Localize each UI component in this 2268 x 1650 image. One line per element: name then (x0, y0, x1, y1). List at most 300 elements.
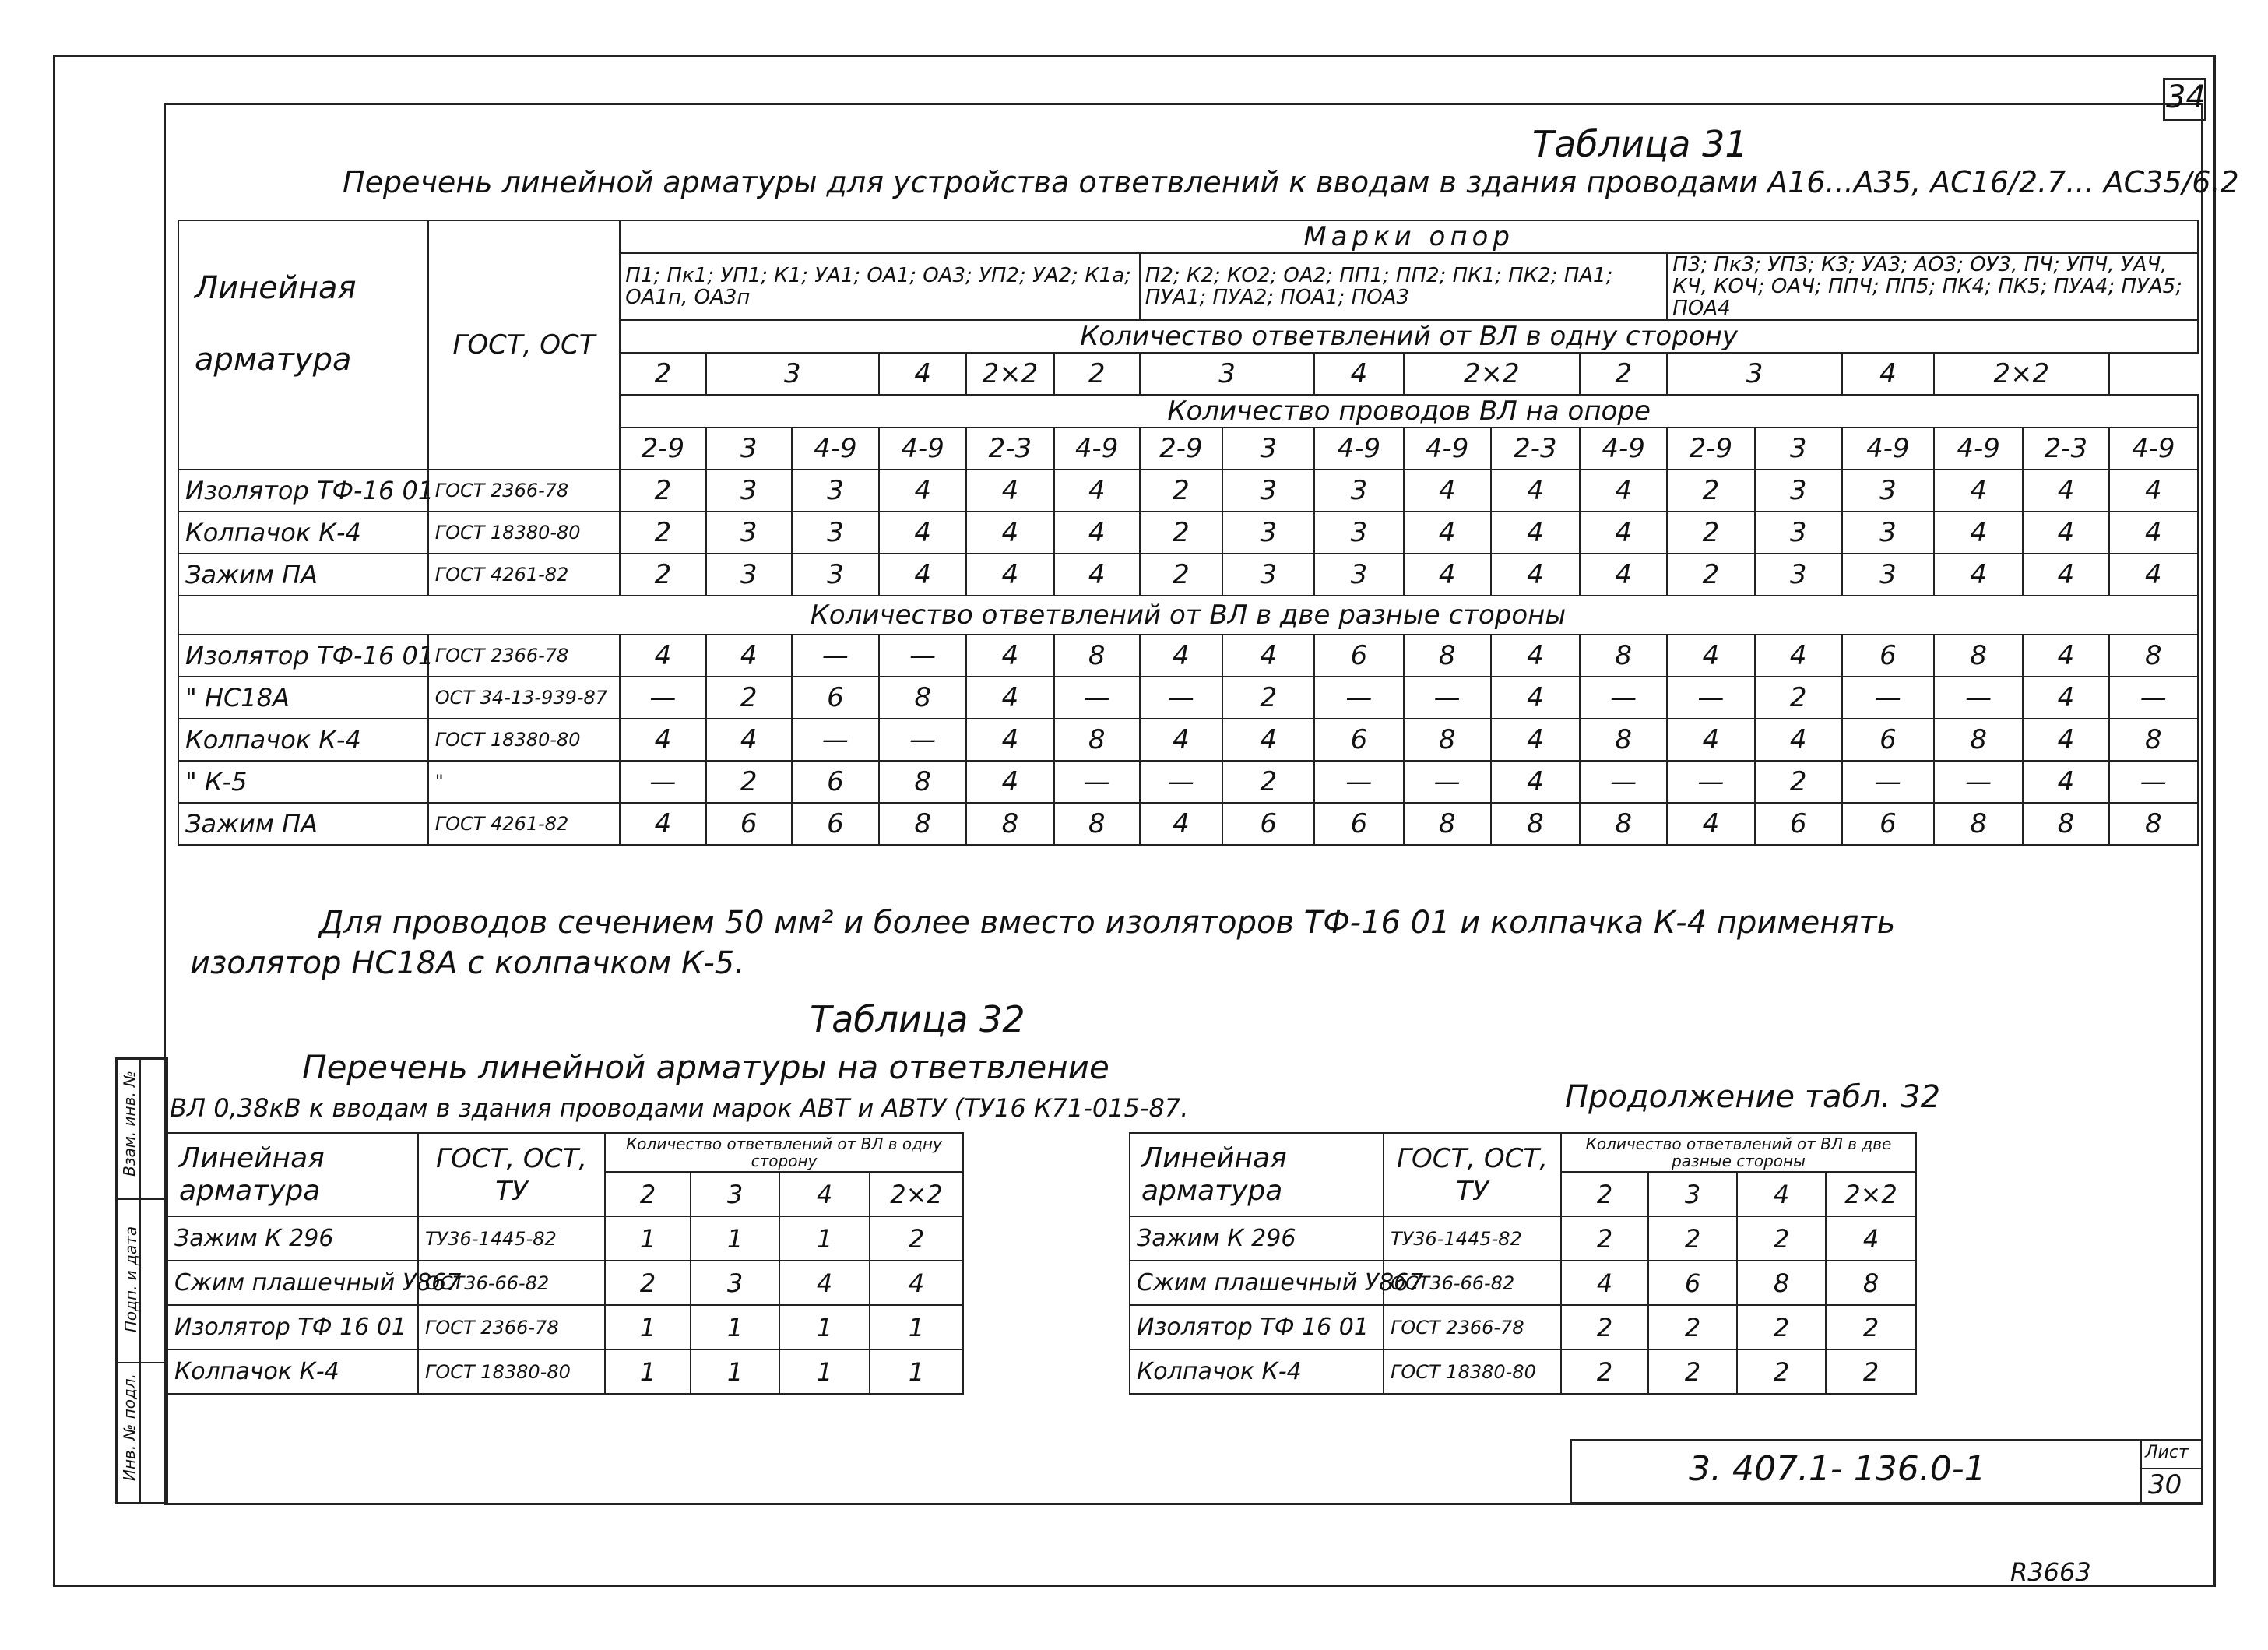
table31-two-sides-value: 2 (706, 761, 792, 803)
table31-two-sides-value: — (1580, 677, 1667, 719)
archive-number: R3663 (2010, 1557, 2091, 1587)
table31-two-sides-value: 8 (2109, 635, 2198, 677)
table31-one-side-value: 2 (620, 470, 705, 512)
table32-right-value: 2 (1648, 1305, 1737, 1349)
table31-two-sides-fitting-name: Колпачок К-4 (178, 719, 428, 761)
table31-one-side-value: 3 (706, 512, 792, 554)
table31-one-side-value: 4 (2023, 512, 2108, 554)
table32-left-value: 1 (870, 1305, 963, 1349)
table31-two-sides-value: 8 (1404, 719, 1491, 761)
table31-two-sides-value: 8 (1404, 635, 1491, 677)
table31-two-sides-value: 2 (1755, 677, 1842, 719)
table31-one-side-header: Количество ответвлений от ВЛ в одну сторону (620, 320, 2198, 353)
wire-count-cell: 3 (1755, 427, 1842, 470)
wire-count-cell: 4-9 (1054, 427, 1140, 470)
table31-two-sides-value: 6 (1222, 803, 1314, 845)
table32-left-value: 1 (779, 1349, 870, 1394)
table32-right-row (1130, 1216, 1916, 1261)
table31-one-side-value: 4 (1934, 554, 2023, 596)
table31-two-sides-value: 8 (1054, 635, 1140, 677)
table31-one-side-value: 4 (879, 470, 966, 512)
wire-count-cell: 2-9 (620, 427, 705, 470)
branch-count: 2×2 (1404, 353, 1581, 395)
table31-two-sides-value: 8 (2109, 803, 2198, 845)
branch-count: 2 (620, 353, 705, 395)
table32-left-row (167, 1305, 963, 1349)
table31-one-side-value: 2 (620, 512, 705, 554)
count-4: 4 (779, 1172, 870, 1216)
wire-count-cell: 4-9 (879, 427, 966, 470)
wire-count-cell: 3 (1222, 427, 1314, 470)
table31-two-sides-fitting-name: Изолятор ТФ-16 01 (178, 635, 428, 677)
table32-left-row (167, 1349, 963, 1394)
table31-label: Таблица 31 (1532, 123, 1748, 165)
table31-two-sides-value: 8 (1934, 803, 2023, 845)
table31-two-sides-value: 4 (966, 719, 1053, 761)
table32-left-fitting-name: Колпачок К-4 (167, 1349, 418, 1394)
wire-count-cell: 4-9 (792, 427, 879, 470)
table31-two-sides-gost: ГОСТ 18380-80 (428, 719, 621, 761)
table31-two-sides-value: 8 (1580, 719, 1667, 761)
table31-one-side-value: 3 (706, 470, 792, 512)
table31-two-sides-value: 4 (1140, 719, 1222, 761)
sheet-label: Лист (2145, 1443, 2189, 1462)
table31-two-sides-value: 6 (1755, 803, 1842, 845)
table31-two-sides-gost: ОСТ 34-13-939-87 (428, 677, 621, 719)
table32-left-value: 4 (779, 1261, 870, 1305)
table31-two-sides-value: 2 (1755, 761, 1842, 803)
table31-two-sides-value: — (1667, 761, 1754, 803)
table32-left-fitting-name: Зажим К 296 (167, 1216, 418, 1261)
table31-note-line1: Для проводов сечением 50 мм² и более вместо изоляторов ТФ-16 01 и колпачка К-4 применять (319, 905, 1896, 941)
table31-one-side-value: 4 (2109, 512, 2198, 554)
table31-two-sides-value: 8 (1934, 719, 2023, 761)
table32-left-gost: ГОСТ 2366-78 (418, 1305, 605, 1349)
table31-one-side-value: 3 (1755, 554, 1842, 596)
table31-two-sides-value: 4 (966, 761, 1053, 803)
table31 (178, 220, 2199, 846)
table31-one-side-value: 4 (1054, 554, 1140, 596)
table31-two-sides-value: — (879, 635, 966, 677)
table32-title-line2: ВЛ 0,38кВ к вводам в здания проводами марок АВТ и АВТУ (ТУ16 К71-015-87. (170, 1093, 1189, 1123)
table31-two-sides-row (178, 803, 2198, 845)
table31-note-line2: изолятор НС18А с колпачком К-5. (190, 945, 744, 981)
table32-left-body (167, 1216, 963, 1394)
table31-two-sides-value: 8 (879, 803, 966, 845)
table31-two-sides-row (178, 677, 2198, 719)
table32-left-header: Количество ответвлений от ВЛ в одну сторону (605, 1133, 963, 1172)
table32-right-header: Количество ответвлений от ВЛ в две разные стороны (1561, 1133, 1916, 1172)
table31-one-side-body (178, 470, 2198, 596)
table32-left-value: 1 (691, 1305, 779, 1349)
table31-two-sides-value: 6 (1842, 635, 1934, 677)
table31-two-sides-value: 8 (1404, 803, 1491, 845)
table31-one-side-fitting-name: Изолятор ТФ-16 01 (178, 470, 428, 512)
table31-two-sides-gost: ГОСТ 4261-82 (428, 803, 621, 845)
table31-one-side-value: 4 (966, 512, 1053, 554)
wire-count-cell: 4-9 (1314, 427, 1403, 470)
table31-two-sides-fitting-name: " К-5 (178, 761, 428, 803)
side-stamp-inventory: Инв. № подл. (120, 1374, 139, 1481)
table31-two-sides-gost: " (428, 761, 621, 803)
table31-one-side-value: 3 (1842, 554, 1934, 596)
table32-right-value: 2 (1826, 1349, 1916, 1394)
table31-two-sides-fitting-name: " НС18А (178, 677, 428, 719)
table31-one-side-value: 4 (1491, 512, 1580, 554)
count-3: 3 (1648, 1172, 1737, 1216)
table31-two-sides-value: 4 (1491, 719, 1580, 761)
table31-two-sides-gost: ГОСТ 2366-78 (428, 635, 621, 677)
table31-one-side-value: 3 (1222, 470, 1314, 512)
table31-two-sides-value: — (879, 719, 966, 761)
table31-marks-header: Марки опор (620, 220, 2198, 253)
wire-count-cell: 4-9 (1580, 427, 1667, 470)
branch-count: 2 (1580, 353, 1667, 395)
table31-two-sides-value: 6 (792, 761, 879, 803)
table31-one-side-value: 4 (1404, 512, 1491, 554)
table31-two-sides-value: — (1580, 761, 1667, 803)
table32-right-value: 2 (1561, 1349, 1648, 1394)
branch-count: 2×2 (966, 353, 1053, 395)
table31-one-side-value: 3 (1755, 512, 1842, 554)
table31-two-sides-value: — (2109, 677, 2198, 719)
table31-two-sides-value: 2 (1222, 677, 1314, 719)
table31-two-sides-value: 8 (879, 677, 966, 719)
table31-two-sides-row (178, 635, 2198, 677)
side-stamp-column (115, 1057, 168, 1504)
table31-two-sides-header: Количество ответвлений от ВЛ в две разные стороны (178, 596, 2198, 635)
table31-one-side-value: 3 (792, 470, 879, 512)
count-2x2: 2×2 (870, 1172, 963, 1216)
table32-right-row (1130, 1349, 1916, 1394)
sheet-number: 30 (2148, 1469, 2182, 1500)
table31-title: Перечень линейной арматуры для устройства ответвлений к вводам в здания проводами А16...А35, АС16/2.7... АС35/6.2 (343, 165, 2239, 199)
table31-two-sides-value: — (1934, 761, 2023, 803)
table31-mark-group-2: П2; К2; КО2; ОА2; ПП1; ПП2; ПК1; ПК2; ПА1; ПУА1; ПУА2; ПОА1; ПОА3 (1140, 253, 1668, 320)
table31-mark-group-3: П3; Пк3; УП3; К3; УА3; АО3; ОУ3, ПЧ; УПЧ, УАЧ, КЧ, КОЧ; ОАЧ; ППЧ; ПП5; ПК4; ПК5; ПУА4; ПУА5; ПОА4 (1667, 253, 2198, 320)
table31-two-sides-value: 6 (706, 803, 792, 845)
table31-two-sides-value: 4 (2023, 677, 2108, 719)
table32-right-gost: ОСТ36-66-82 (1384, 1261, 1561, 1305)
table31-one-side-value: 3 (1755, 470, 1842, 512)
table32-right-fitting-name: Колпачок К-4 (1130, 1349, 1384, 1394)
table31-one-side-value: 3 (1314, 512, 1403, 554)
table31-one-side-gost: ГОСТ 2366-78 (428, 470, 621, 512)
table31-one-side-value: 3 (1842, 512, 1934, 554)
table31-one-side-value: 3 (1222, 554, 1314, 596)
table31-two-sides-value: — (1054, 761, 1140, 803)
table32-left-value: 1 (691, 1349, 779, 1394)
table32-right-value: 2 (1648, 1216, 1737, 1261)
table31-one-side-value: 4 (879, 554, 966, 596)
table31-one-side-value: 2 (1667, 512, 1754, 554)
wire-count-cell: 3 (706, 427, 792, 470)
table31-two-sides-value: 6 (1842, 803, 1934, 845)
table32-left-gost: ГОСТ 18380-80 (418, 1349, 605, 1394)
table31-two-sides-value: 8 (1054, 803, 1140, 845)
table31-one-side-value: 2 (1667, 470, 1754, 512)
table32-right-gost: ГОСТ 2366-78 (1384, 1305, 1561, 1349)
table32-left-value: 1 (779, 1216, 870, 1261)
table32-right-value: 2 (1826, 1305, 1916, 1349)
table31-one-side-value: 4 (879, 512, 966, 554)
table31-one-side-value: 4 (1580, 512, 1667, 554)
table31-two-sides-value: — (1667, 677, 1754, 719)
branch-count: 4 (879, 353, 966, 395)
table31-one-side-value: 4 (2109, 470, 2198, 512)
table31-wires-header: Количество проводов ВЛ на опоре (620, 395, 2198, 427)
table31-one-side-value: 3 (1314, 554, 1403, 596)
table31-two-sides-value: 2 (706, 677, 792, 719)
table32-left-value: 1 (605, 1349, 691, 1394)
branch-count: 3 (1140, 353, 1315, 395)
table31-two-sides-value: 4 (1140, 635, 1222, 677)
table32-left-value: 1 (691, 1216, 779, 1261)
table32-left-value: 1 (605, 1305, 691, 1349)
table31-two-sides-value: — (1934, 677, 2023, 719)
table32-right-value: 4 (1561, 1261, 1648, 1305)
table31-two-sides-value: — (1054, 677, 1140, 719)
table32-left-gost: ТУ36-1445-82 (418, 1216, 605, 1261)
table31-two-sides-value: 4 (1491, 677, 1580, 719)
wire-count-cell: 2-3 (2023, 427, 2108, 470)
wire-count-cell: 4-9 (1404, 427, 1491, 470)
table32-left-col-fitting: Линейная арматура (167, 1133, 418, 1216)
table32-left-value: 4 (870, 1261, 963, 1305)
table31-two-sides-value: 6 (792, 803, 879, 845)
table31-two-sides-row (178, 761, 2198, 803)
table31-two-sides-value: 2 (1222, 761, 1314, 803)
table31-one-side-fitting-name: Зажим ПА (178, 554, 428, 596)
table31-two-sides-value: 4 (620, 803, 705, 845)
wire-count-cell: 4-9 (1842, 427, 1934, 470)
table32-left-value: 1 (605, 1216, 691, 1261)
table31-one-side-value: 3 (706, 554, 792, 596)
table31-one-side-row (178, 470, 2198, 512)
page-number: 34 (2166, 79, 2206, 115)
table31-two-sides-value: — (1140, 677, 1222, 719)
table31-two-sides-value: — (1842, 761, 1934, 803)
table31-mark-group-1: П1; Пк1; УП1; К1; УА1; ОА1; ОА3; УП2; УА2; К1а; ОА1п, ОА3п (620, 253, 1140, 320)
table32-right-value: 2 (1737, 1216, 1826, 1261)
table31-two-sides-value: — (792, 635, 879, 677)
table31-one-side-value: 3 (1222, 512, 1314, 554)
table32-right-gost: ГОСТ 18380-80 (1384, 1349, 1561, 1394)
table31-two-sides-value: 4 (706, 719, 792, 761)
count-4: 4 (1737, 1172, 1826, 1216)
table31-two-sides-value: 4 (2023, 719, 2108, 761)
table31-one-side-value: 4 (1491, 554, 1580, 596)
wire-count-cell: 2-9 (1667, 427, 1754, 470)
table32-right-fitting-name: Зажим К 296 (1130, 1216, 1384, 1261)
table31-two-sides-value: 8 (879, 761, 966, 803)
table31-two-sides-value: 6 (1314, 635, 1403, 677)
branch-count: 2×2 (1934, 353, 2109, 395)
table31-one-side-gost: ГОСТ 4261-82 (428, 554, 621, 596)
branch-count: 3 (706, 353, 880, 395)
table31-two-sides-value: 4 (1491, 761, 1580, 803)
table31-one-side-value: 2 (620, 554, 705, 596)
table31-one-side-value: 4 (1404, 470, 1491, 512)
table31-one-side-value: 2 (1140, 512, 1222, 554)
table32-right-col-gost: ГОСТ, ОСТ, ТУ (1384, 1133, 1561, 1216)
table32-right-value: 8 (1826, 1261, 1916, 1305)
table31-two-sides-value: 6 (1314, 803, 1403, 845)
table31-one-side-value: 3 (792, 554, 879, 596)
side-stamp-replace: Взам. инв. № (120, 1071, 139, 1177)
table32-right-value: 2 (1561, 1305, 1648, 1349)
table31-one-side-row (178, 554, 2198, 596)
table32-left-col-gost: ГОСТ, ОСТ, ТУ (418, 1133, 605, 1216)
table32-right-value: 2 (1737, 1349, 1826, 1394)
table31-two-sides-value: — (2109, 761, 2198, 803)
table31-two-sides-value: 8 (1580, 635, 1667, 677)
table31-col-gost: ГОСТ, ОСТ (428, 220, 621, 470)
table32-left-value: 1 (870, 1349, 963, 1394)
table31-one-side-gost: ГОСТ 18380-80 (428, 512, 621, 554)
table31-two-sides-value: 4 (1140, 803, 1222, 845)
table31-one-side-value: 3 (1842, 470, 1934, 512)
table31-two-sides-fitting-name: Зажим ПА (178, 803, 428, 845)
table32-left-gost: ОСТ36-66-82 (418, 1261, 605, 1305)
table31-two-sides-value: 4 (966, 635, 1053, 677)
table31-two-sides-value: 4 (620, 635, 705, 677)
table32-right-value: 8 (1737, 1261, 1826, 1305)
table31-two-sides-value: 8 (1934, 635, 2023, 677)
table32-right-fitting-name: Сжим плашечный У867 (1130, 1261, 1384, 1305)
table31-two-sides-row (178, 719, 2198, 761)
table31-one-side-value: 4 (1934, 512, 2023, 554)
table31-one-side-value: 2 (1140, 554, 1222, 596)
table32-left-fitting-name: Сжим плашечный У867 (167, 1261, 418, 1305)
table31-two-sides-value: 4 (1222, 719, 1314, 761)
table31-two-sides-value: 8 (1491, 803, 1580, 845)
count-2: 2 (605, 1172, 691, 1216)
table31-one-side-value: 2 (1667, 554, 1754, 596)
table32-left-row (167, 1216, 963, 1261)
table32-right-value: 6 (1648, 1261, 1737, 1305)
table31-two-sides-value: 4 (620, 719, 705, 761)
title-stamp (1570, 1439, 2203, 1504)
table31-two-sides-body (178, 635, 2198, 845)
table32-title-line1: Перечень линейной арматуры на ответвление (302, 1048, 1109, 1086)
wire-count-cell: 2-3 (1491, 427, 1580, 470)
table31-one-side-value: 4 (1580, 554, 1667, 596)
wire-count-cell: 2-3 (966, 427, 1053, 470)
table31-two-sides-value: 6 (1842, 719, 1934, 761)
table31-two-sides-value: 4 (1667, 803, 1754, 845)
table32-continuation-label: Продолжение табл. 32 (1565, 1079, 1941, 1115)
count-2: 2 (1561, 1172, 1648, 1216)
table31-one-side-value: 4 (1580, 470, 1667, 512)
table31-two-sides-value: — (1404, 761, 1491, 803)
table32-right-body (1130, 1216, 1916, 1394)
table32-left-value: 2 (870, 1216, 963, 1261)
table31-two-sides-value: — (620, 761, 705, 803)
table32-left-value: 2 (605, 1261, 691, 1305)
table31-two-sides-value: 4 (1491, 635, 1580, 677)
table31-two-sides-value: 4 (1755, 719, 1842, 761)
table31-one-side-value: 4 (2023, 470, 2108, 512)
table31-two-sides-value: — (1140, 761, 1222, 803)
table31-one-side-value: 4 (2109, 554, 2198, 596)
table32-right-value: 2 (1737, 1305, 1826, 1349)
table31-two-sides-value: 4 (2023, 761, 2108, 803)
table32-right-value: 4 (1826, 1216, 1916, 1261)
wire-count-cell: 4-9 (1934, 427, 2023, 470)
table32-right-gost: ТУ36-1445-82 (1384, 1216, 1561, 1261)
table31-two-sides-value: 6 (1314, 719, 1403, 761)
table32-right-row (1130, 1261, 1916, 1305)
table31-two-sides-value: 4 (966, 677, 1053, 719)
branch-count: 4 (1842, 353, 1934, 395)
table31-one-side-value: 4 (966, 470, 1053, 512)
table32-left-value: 1 (779, 1305, 870, 1349)
table31-two-sides-value: 8 (1054, 719, 1140, 761)
table31-col-fitting: Линейная арматура (178, 220, 428, 470)
table31-two-sides-value: 6 (792, 677, 879, 719)
table31-two-sides-value: 8 (966, 803, 1053, 845)
doc-code: 3. 407.1- 136.0-1 (1689, 1449, 1986, 1489)
table31-one-side-value: 4 (2023, 554, 2108, 596)
table31-two-sides-value: 4 (1755, 635, 1842, 677)
count-2x2: 2×2 (1826, 1172, 1916, 1216)
table32-right-col-fitting: Линейная арматура (1130, 1133, 1384, 1216)
table31-one-side-value: 3 (792, 512, 879, 554)
table31-one-side-value: 4 (1404, 554, 1491, 596)
table31-two-sides-value: 8 (2023, 803, 2108, 845)
table32-left-value: 3 (691, 1261, 779, 1305)
table31-one-side-value: 4 (1054, 470, 1140, 512)
table31-two-sides-value: — (1314, 677, 1403, 719)
table31-two-sides-value: — (792, 719, 879, 761)
table32-right-fitting-name: Изолятор ТФ 16 01 (1130, 1305, 1384, 1349)
table32-right-row (1130, 1305, 1916, 1349)
table31-two-sides-value: 4 (1222, 635, 1314, 677)
table32-right (1129, 1132, 1917, 1395)
table32-left-fitting-name: Изолятор ТФ 16 01 (167, 1305, 418, 1349)
branch-count: 3 (1667, 353, 1842, 395)
table31-two-sides-value: 4 (1667, 719, 1754, 761)
table32-label: Таблица 32 (810, 998, 1025, 1040)
table31-two-sides-value: — (1314, 761, 1403, 803)
table32-right-value: 2 (1648, 1349, 1737, 1394)
table31-two-sides-value: 4 (706, 635, 792, 677)
table31-two-sides-value: 8 (1580, 803, 1667, 845)
table31-two-sides-value: — (620, 677, 705, 719)
table31-one-side-value: 4 (1491, 470, 1580, 512)
table31-one-side-fitting-name: Колпачок К-4 (178, 512, 428, 554)
count-3: 3 (691, 1172, 779, 1216)
table32-left-row (167, 1261, 963, 1305)
table31-one-side-value: 3 (1314, 470, 1403, 512)
table32-right-value: 2 (1561, 1216, 1648, 1261)
table31-two-sides-value: 4 (1667, 635, 1754, 677)
table31-one-side-value: 2 (1140, 470, 1222, 512)
branch-count: 4 (1314, 353, 1403, 395)
table31-one-side-value: 4 (1934, 470, 2023, 512)
branch-count: 2 (1054, 353, 1140, 395)
table31-two-sides-value: — (1842, 677, 1934, 719)
table31-one-side-value: 4 (1054, 512, 1140, 554)
table31-one-side-value: 4 (966, 554, 1053, 596)
wire-count-cell: 2-9 (1140, 427, 1222, 470)
table31-two-sides-value: — (1404, 677, 1491, 719)
side-stamp-signature: Подп. и дата (121, 1226, 140, 1333)
table31-one-side-row (178, 512, 2198, 554)
table32-left (167, 1132, 964, 1395)
wire-count-cell: 4-9 (2109, 427, 2198, 470)
